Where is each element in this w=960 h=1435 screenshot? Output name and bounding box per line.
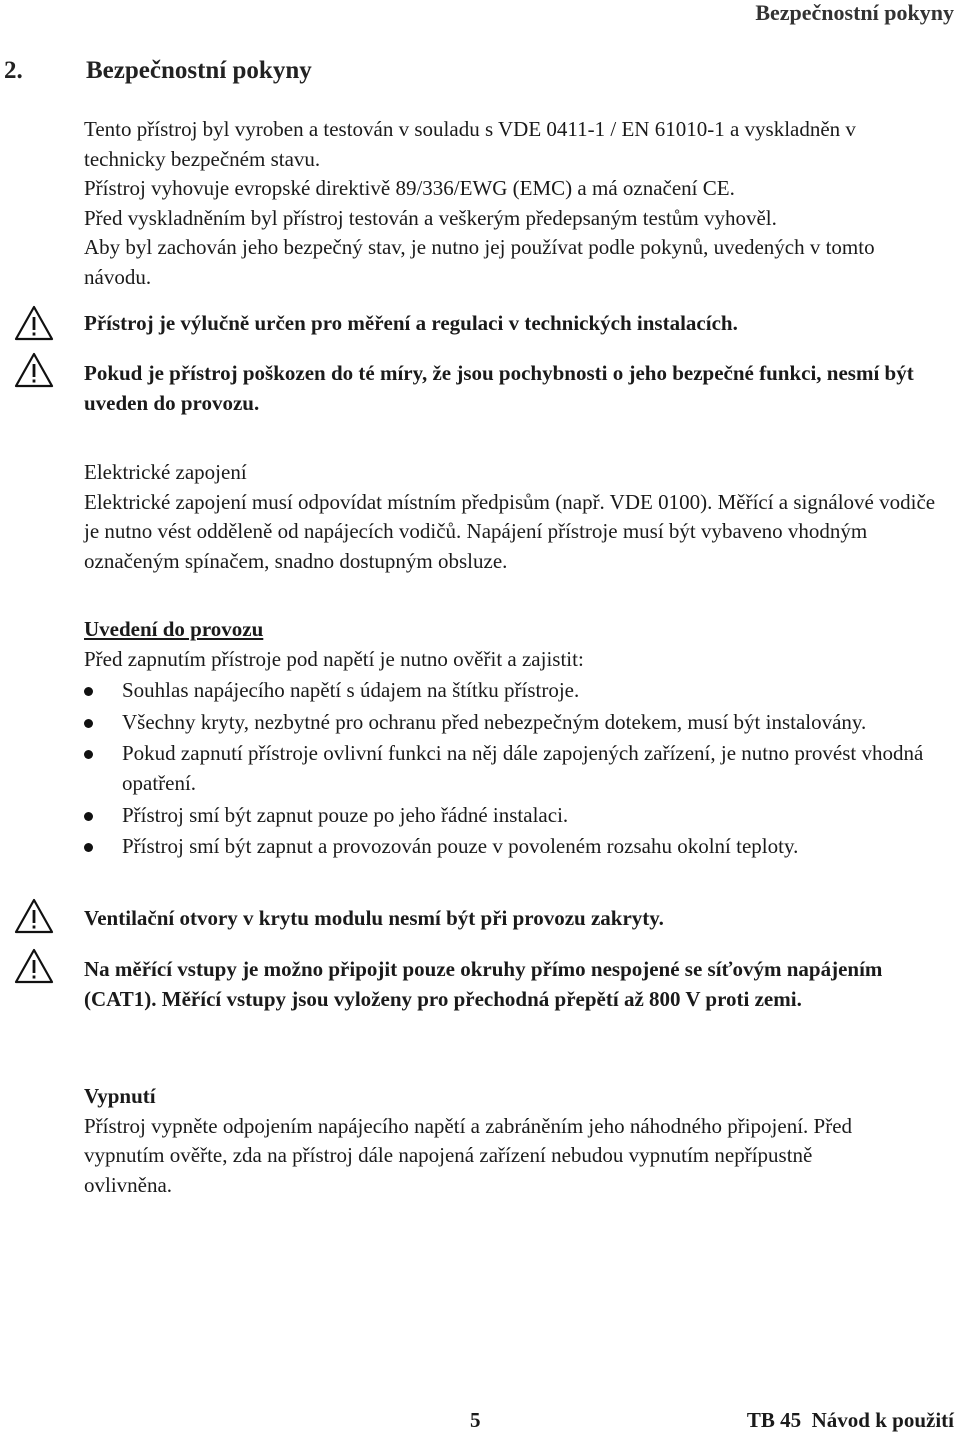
electrical-section <box>84 458 954 576</box>
intro-line: Tento přístroj byl vyroben a testován v souladu s VDE 0411-1 / EN 61010-1 a vyskladněn v technicky bezpečném stavu. <box>84 117 856 171</box>
bullet-icon <box>84 750 93 759</box>
warning-instrumentation-only: Přístroj je výlučně určen pro měření a regulaci v technických instalacích. <box>84 311 738 335</box>
bullet-icon <box>84 687 93 696</box>
section-number: 2. <box>4 57 23 84</box>
section-title <box>4 57 312 85</box>
bullet-icon <box>84 843 93 852</box>
shutdown-heading: Vypnutí <box>84 1084 156 1108</box>
document-title: TB 45 Návod k použití <box>746 1408 954 1432</box>
shutdown-text: Přístroj vypněte odpojením napájecího napětí a zabráněním jeho náhodného připojení. Před vypnutím ověřte, zda na přístroj dále napojená zařízení nebudou vypnutím nepřípustně ovlivněna. <box>84 1113 853 1197</box>
commissioning-lead: Před zapnutím přístroje pod napětí je nutno ověřit a zajistit: <box>84 646 584 671</box>
list-item: Pokud zapnutí přístroje ovlivní funkci na něj dále zapojených zařízení, je nutno provést vhodná opatření. <box>84 739 954 798</box>
intro-line: Aby byl zachován jeho bezpečný stav, je nutno jej používat podle pokynů, uvedených v tomto návodu. <box>84 235 875 289</box>
warning-triangle-icon <box>14 352 54 388</box>
intro-line: Před vyskladněním byl přístroj testován a veškerým předepsaným testům vyhověl. <box>84 205 777 230</box>
electrical-text: Elektrické zapojení musí odpovídat místním předpisům (např. VDE 0100). Měřící a signálové vodiče je nutno vést odděleně od napájecích vodičů. Napájení přístroje musí být vybaveno vhodným označeným spínačem, snadno dostupným obsluze. <box>84 489 936 573</box>
bullet-icon <box>84 719 93 728</box>
warning-damaged-device: Pokud je přístroj poškozen do té míry, že jsou pochybnosti o jeho bezpečné funkci, nesmí být uveden do provozu. <box>84 361 914 415</box>
warning-triangle-icon <box>14 898 54 934</box>
commissioning-heading: Uvedení do provozu <box>84 617 264 641</box>
list-item: Přístroj smí být zapnut pouze po jeho řádné instalaci. <box>84 801 954 831</box>
warning-ventilation: Ventilační otvory v krytu modulu nesmí být při provozu zakryty. <box>84 906 664 930</box>
commissioning-checklist <box>84 676 954 862</box>
commissioning-section <box>84 615 954 862</box>
intro-paragraph <box>84 115 904 293</box>
warning-triangle-icon <box>14 948 54 984</box>
shutdown-section <box>84 1082 904 1200</box>
list-item: Všechny kryty, nezbytné pro ochranu před nebezpečným dotekem, musí být instalovány. <box>84 708 954 738</box>
running-header: Bezpečnostní pokyny <box>755 0 954 25</box>
list-item: Souhlas napájecího napětí s údajem na štítku přístroje. <box>84 676 954 706</box>
bullet-icon <box>84 812 93 821</box>
page-number: 5 <box>470 1408 481 1432</box>
electrical-heading: Elektrické zapojení <box>84 460 247 484</box>
warning-triangle-icon <box>14 305 54 341</box>
intro-line: Přístroj vyhovuje evropské direktivě 89/336/EWG (EMC) a má označení CE. <box>84 176 735 201</box>
list-item: Přístroj smí být zapnut a provozován pouze v povoleném rozsahu okolní teploty. <box>84 832 954 862</box>
warning-measuring-inputs: Na měřící vstupy je možno připojit pouze okruhy přímo nespojené se síťovým napájením (CAT1). Měřící vstupy jsou vyloženy pro přechodná přepětí až 800 V proti zemi. <box>84 957 883 1011</box>
section-title-text: Bezpečnostní pokyny <box>86 57 312 84</box>
